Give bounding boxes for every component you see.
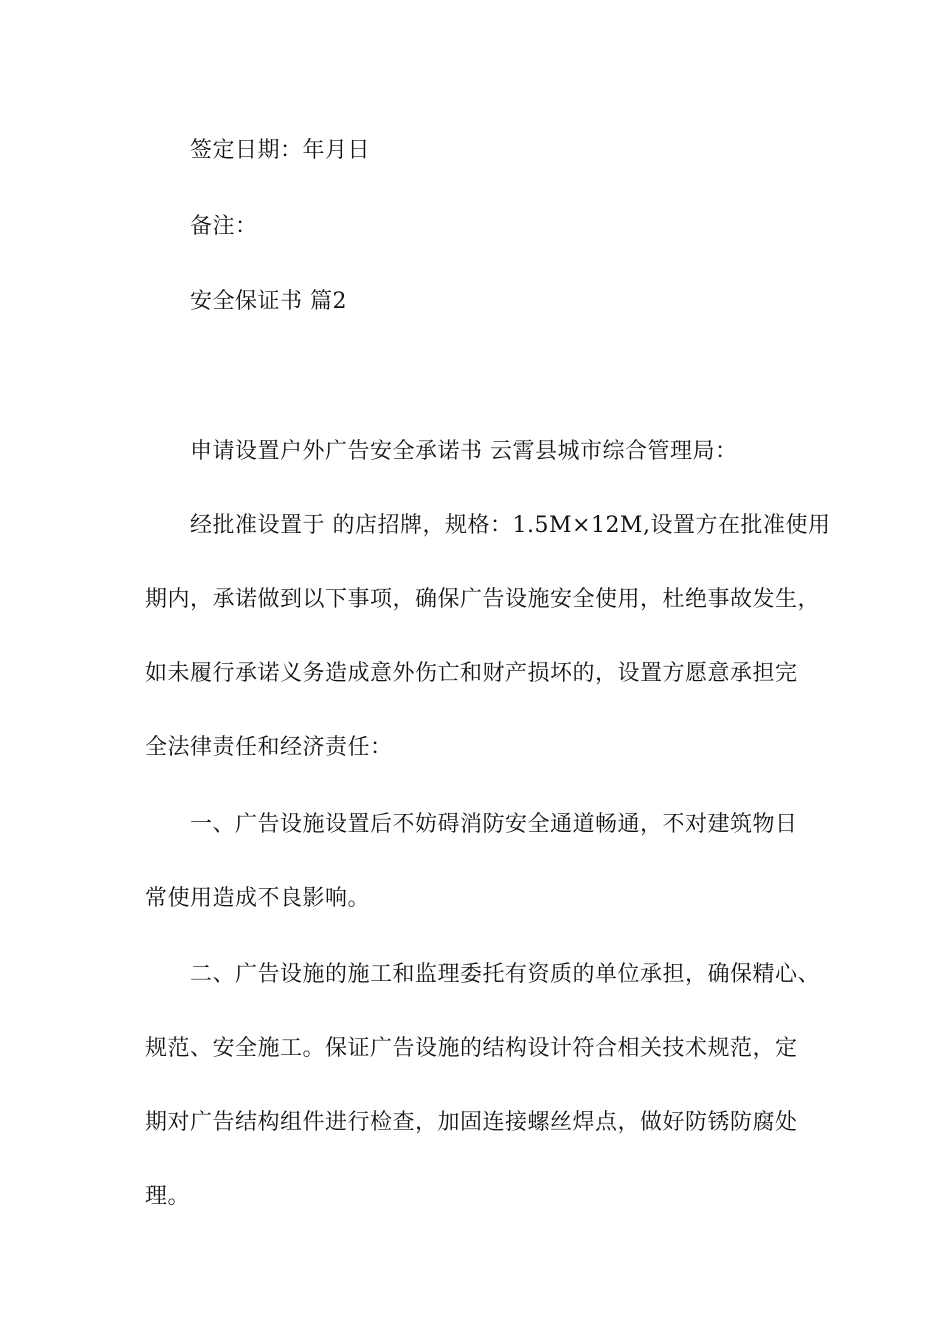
paragraph-line: 规范、安全施工。保证广告设施的结构设计符合相关技术规范，定 bbox=[145, 1036, 798, 1061]
paragraph-line: 全法律责任和经济责任： bbox=[145, 735, 393, 760]
section-title: 安全保证书 篇2 bbox=[190, 289, 347, 314]
paragraph-line: 经批准设置于 的店招牌，规格：1.5M×12M,设置方在批准使用 bbox=[190, 513, 831, 538]
signing-date: 签定日期：年月日 bbox=[190, 138, 371, 163]
paragraph-line: 如未履行承诺义务造成意外伤亡和财产损坏的，设置方愿意承担完 bbox=[145, 661, 798, 686]
paragraph-line: 期内，承诺做到以下事项，确保广告设施安全使用，杜绝事故发生， bbox=[145, 587, 821, 612]
paragraph-line: 一、广告设施设置后不妨碍消防安全通道畅通，不对建筑物日 bbox=[190, 812, 798, 837]
paragraph-line: 常使用造成不良影响。 bbox=[145, 886, 371, 911]
paragraph-line: 理。 bbox=[145, 1184, 191, 1209]
commitment-heading: 申请设置户外广告安全承诺书 云霄县城市综合管理局： bbox=[190, 439, 738, 464]
paragraph-line: 期对广告结构组件进行检查，加固连接螺丝焊点，做好防锈防腐处 bbox=[145, 1110, 798, 1135]
remarks-label: 备注： bbox=[190, 214, 258, 239]
paragraph-line: 二、广告设施的施工和监理委托有资质的单位承担，确保精心、 bbox=[190, 962, 821, 987]
